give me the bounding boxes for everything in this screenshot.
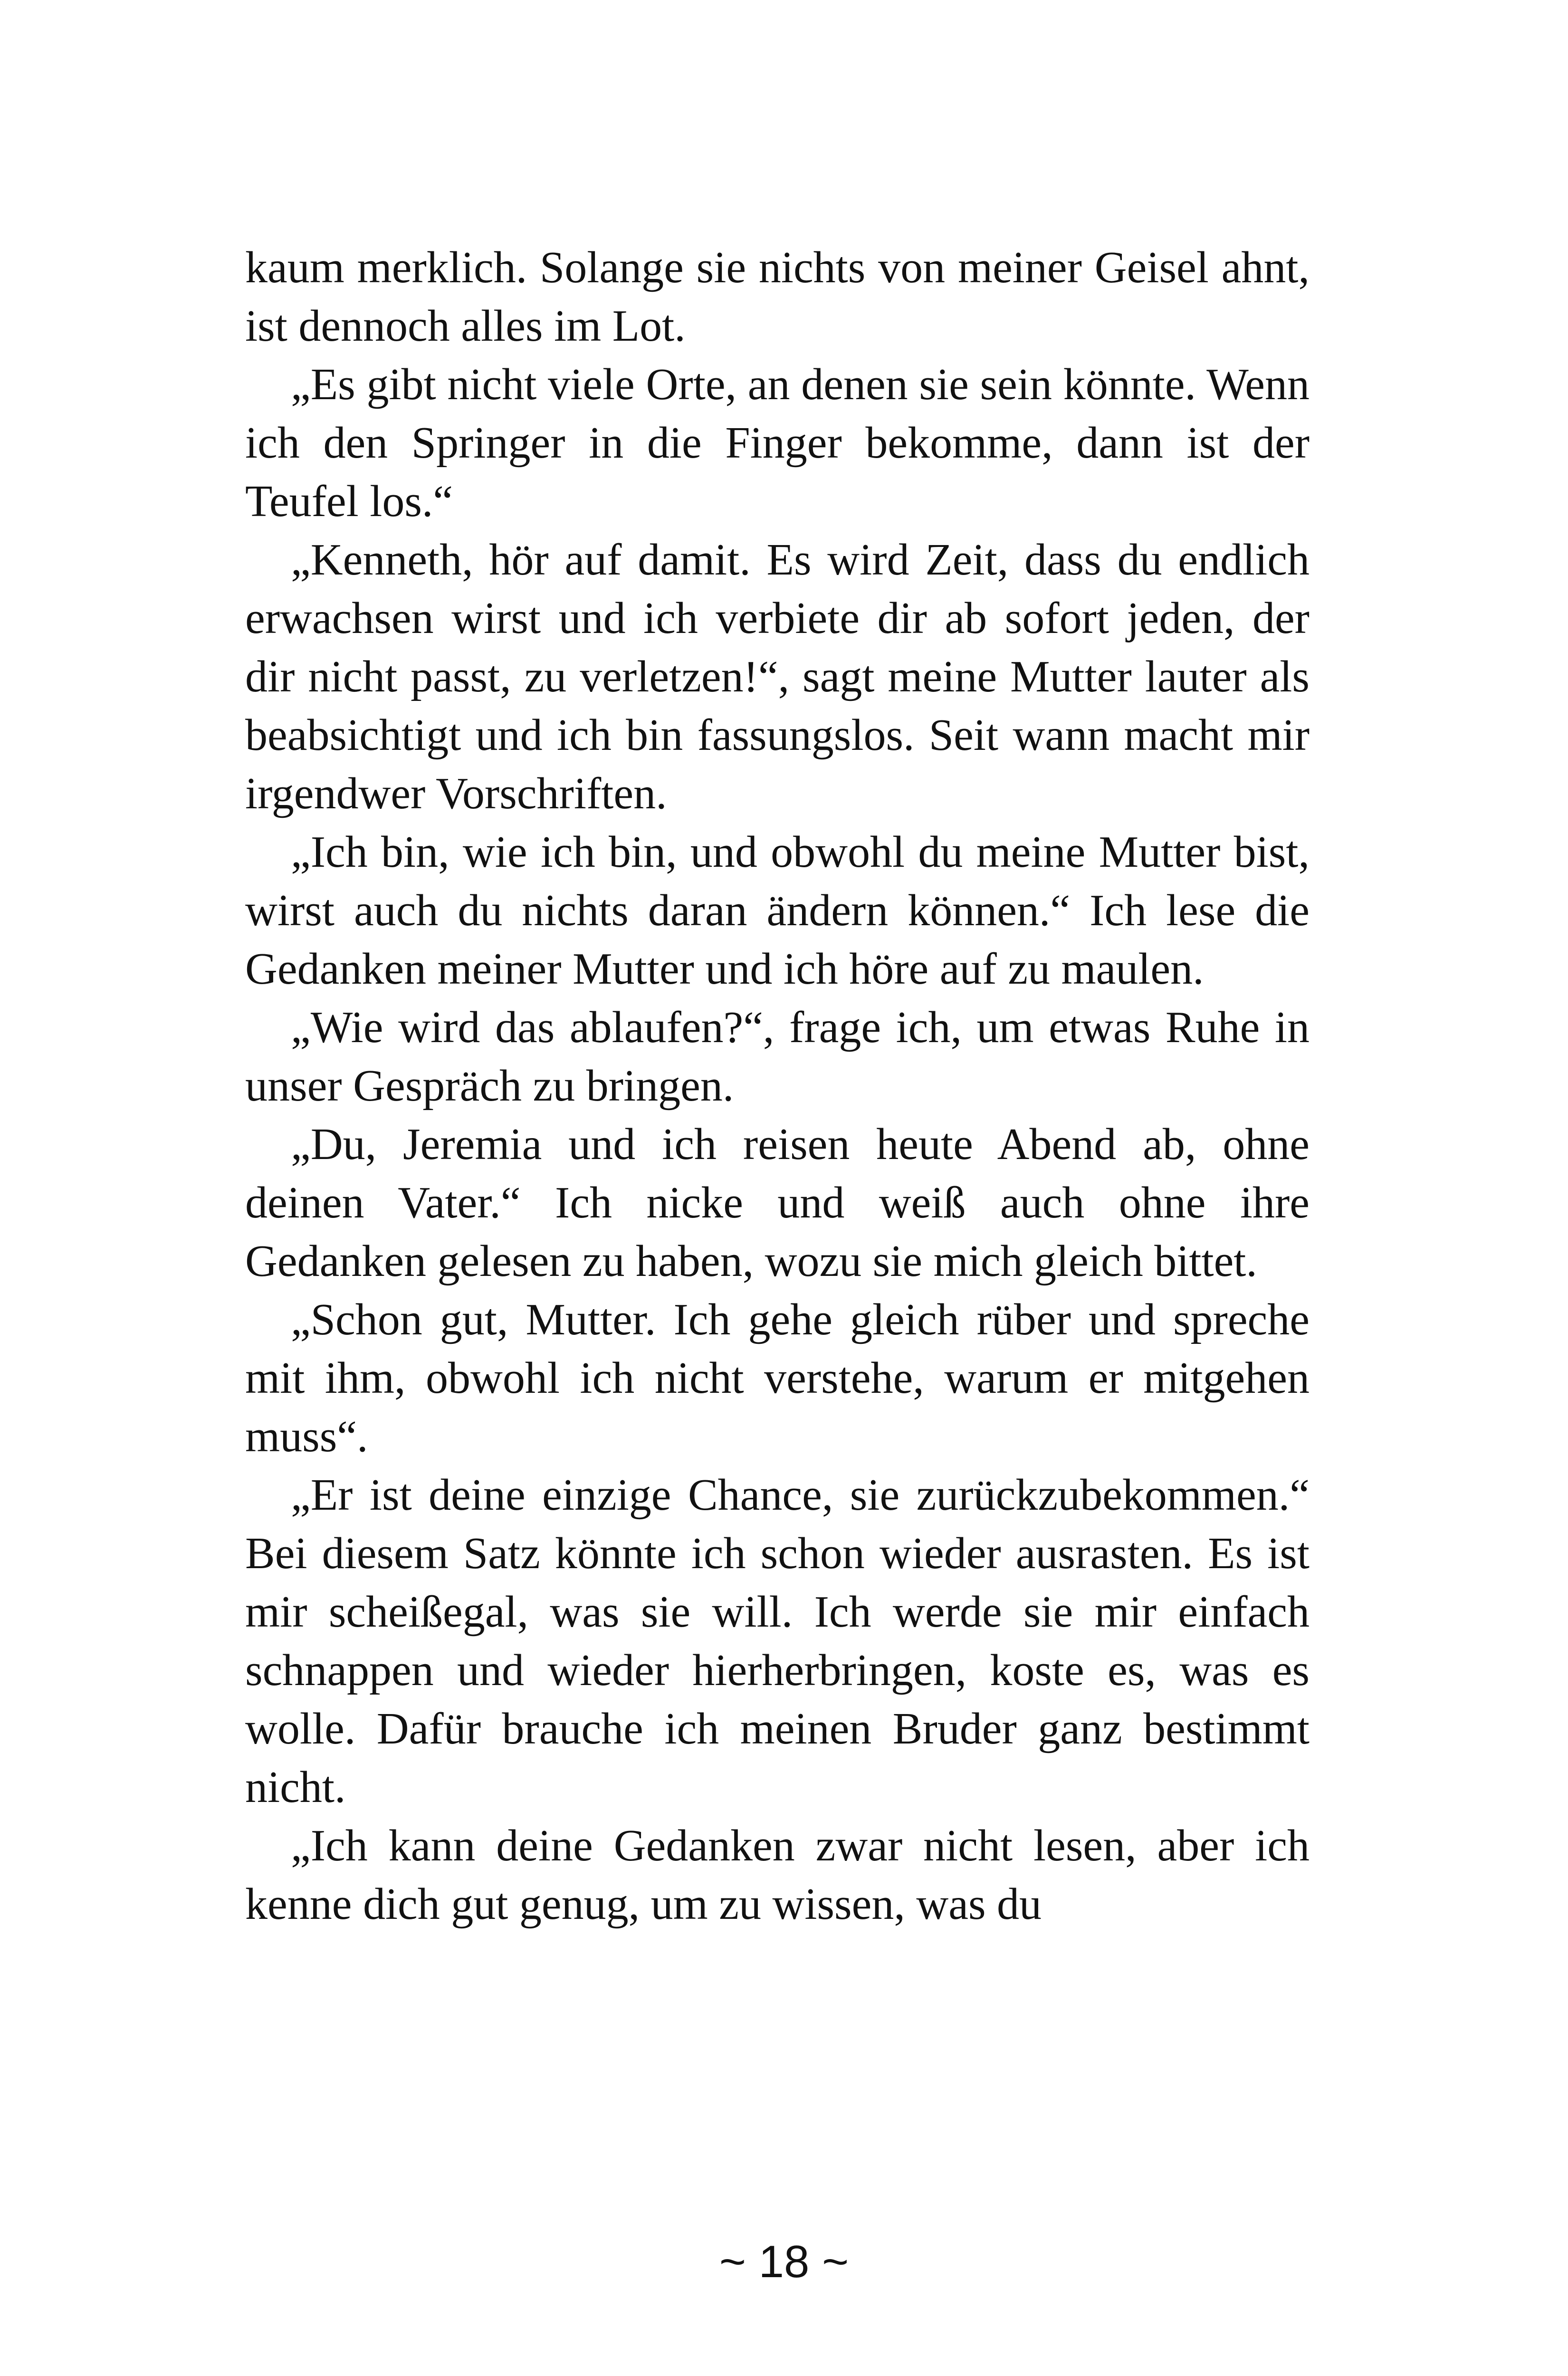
body-text [245,239,1310,1934]
paragraph: „Schon gut, Mutter. Ich gehe gleich rüber und spreche mit ihm, obwohl ich nicht verstehe, warum er mitgehen muss“. [245,1295,1310,1461]
paragraph: „Ich kann deine Gedanken zwar nicht lesen, aber ich kenne dich gut genug, um zu wissen, was du [245,1821,1310,1929]
paragraph: kaum merklich. Solange sie nichts von meiner Geisel ahnt, ist dennoch alles im Lot. [245,243,1310,351]
paragraph: „Er ist deine einzige Chance, sie zurückzubekommen.“ Bei diesem Satz könnte ich schon wieder ausrasten. Es ist mir scheißegal, was sie will. Ich werde sie mir einfach schnappen und wieder hierherbringen, koste es, was es wolle. Dafür brauche ich meinen Bruder ganz bestimmt nicht. [245,1470,1310,1812]
page-number: ~ 18 ~ [719,2236,849,2287]
paragraph: „Kenneth, hör auf damit. Es wird Zeit, dass du endlich erwachsen wirst und ich verbiete dir ab sofort jeden, der dir nicht passt, zu verletzen!“, sagt meine Mutter lauter als beabsichtigt und ich bin fassungslos. Seit wann macht mir irgendwer Vorschriften. [245,535,1310,818]
paragraph: „Es gibt nicht viele Orte, an denen sie sein könnte. Wenn ich den Springer in die Finger bekomme, dann ist der Teufel los.“ [245,360,1310,526]
paragraph: „Ich bin, wie ich bin, und obwohl du meine Mutter bist, wirst auch du nichts daran ändern können.“ Ich lese die Gedanken meiner Mutter und ich höre auf zu maulen. [245,827,1310,994]
paragraph: „Wie wird das ablaufen?“, frage ich, um etwas Ruhe in unser Gespräch zu bringen. [245,1003,1310,1111]
paragraph: „Du, Jeremia und ich reisen heute Abend ab, ohne deinen Vater.“ Ich nicke und weiß auch ohne ihre Gedanken gelesen zu haben, wozu sie mich gleich bittet. [245,1120,1310,1286]
